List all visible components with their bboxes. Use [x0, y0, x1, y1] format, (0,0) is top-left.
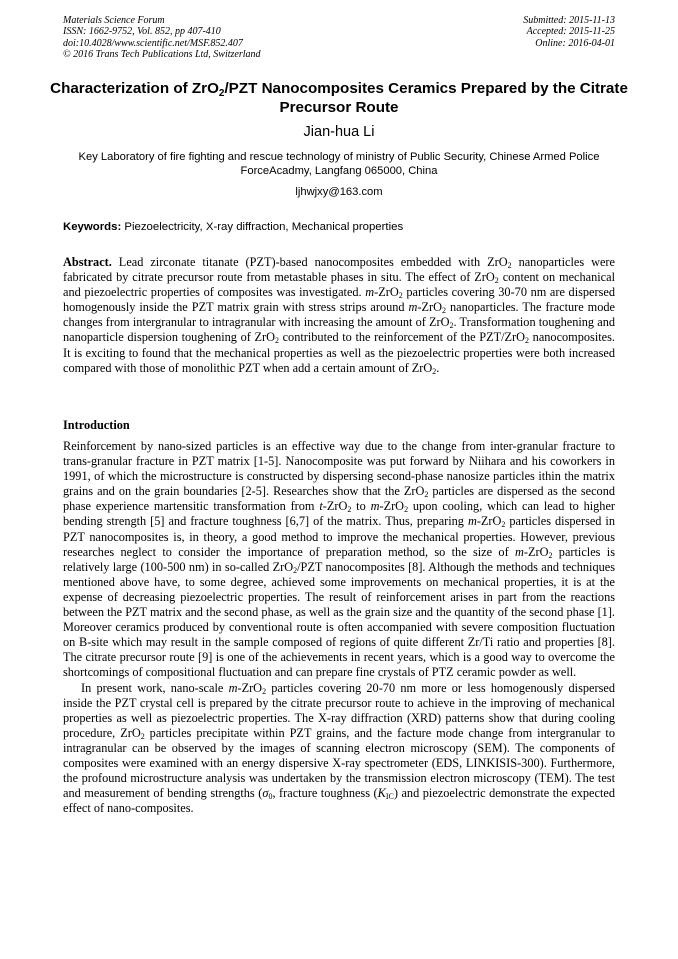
text-run: m [370, 499, 380, 514]
journal-copyright: © 2016 Trans Tech Publications Ltd, Switzerland [63, 49, 261, 61]
introduction-paragraph [63, 439, 615, 681]
text-run: 2 [140, 731, 145, 741]
abstract-paragraph [63, 255, 615, 376]
text-run: particles are dispersed as the second phase experience martensitic transformation from [63, 484, 615, 514]
text-run: particles is relatively large (100-500 nm) in so-called ZrO [63, 544, 615, 574]
text-run: 2 [442, 306, 447, 316]
journal-header-left [63, 15, 261, 61]
author-name: Jian-hua Li [303, 124, 375, 140]
text-run: nanoparticles. The fracture mode changes from intergranular to intragranular with increasing the amount of ZrO [63, 300, 615, 330]
submitted-date: Submitted: 2015-11-13 [523, 15, 615, 26]
text-run: 2 [507, 261, 512, 270]
text-run: -ZrO [417, 300, 443, 315]
text-run: nanocomposites. It is exciting to found that the mechanical properties as well as the piezoelectric properties were both increased compared with those of monolithic PZT when add a certain amount of ZrO [63, 330, 615, 375]
text-run: -ZrO [237, 680, 263, 695]
text-run: -ZrO [379, 499, 405, 514]
introduction-section [63, 439, 615, 816]
keywords-text: Piezoelectricity, X-ray diffraction, Mechanical properties [121, 221, 404, 233]
journal-issn: ISSN: 1662-9752, Vol. 852, pp 407-410 [63, 26, 221, 38]
text-run: 2 [525, 336, 530, 346]
text-run: . [436, 360, 440, 375]
title-part-1: Characterization of ZrO [50, 80, 219, 97]
text-run: 2 [501, 520, 506, 530]
text-run: 2 [449, 321, 454, 331]
author-affiliation: Key Laboratory of fire fighting and rescue technology of ministry of Public Security, Chinese Armed Police ForceAcadmy, Langfang 065000, China [78, 151, 600, 177]
title-part-2: /PZT Nanocomposites Ceramics Prepared by the Citrate Precursor Route [224, 80, 628, 116]
paper-title [40, 79, 638, 117]
keywords-label: Keywords: [63, 221, 122, 233]
text-run: m [467, 514, 477, 529]
text-run: -ZrO [476, 514, 502, 529]
text-run: Reinforcement by nano-sized particles is an effective way due to the change from inter-granular fracture to trans-granular fracture in PZT matrix [1-5]. Nanocomposite was put forward by Niihara and his coworkers in 1991, of which the microstructure is constructed by dispersing second-phase nanosize particles ithin the matrix grains and on the grain boundaries [2-5]. Researches show that the ZrO [63, 439, 615, 499]
text-run: 0 [268, 792, 273, 802]
text-run: 2 [398, 291, 403, 301]
text-run: Lead zirconate titanate (PZT)-based nanocomposites embedded with ZrO [111, 255, 508, 269]
text-run: m [515, 544, 524, 559]
text-run: t [319, 499, 323, 514]
text-run: In present work, nano-scale [81, 680, 229, 695]
text-run: m [365, 285, 375, 300]
text-run: m [408, 300, 418, 315]
text-run: particles covering 20-70 nm more or less homogenously dispersed inside the PZT crystal cell is prepared by the citrate precursor route to achieve in the improving of mechanical properties as well as piezoelectric properties. The X-ray diffraction (XRD) patterns show that during cooling procedure, ZrO [63, 680, 615, 740]
text-run: -ZrO [523, 544, 549, 559]
text-run: 2 [404, 505, 409, 515]
text-run: particles dispersed in PZT nanocomposites is, in theory, a good method to improve the mechanical properties. However, previous researches neglect to consider the importance of preparation method, so the size of [63, 514, 615, 559]
text-run: 2 [494, 276, 499, 286]
accepted-date: Accepted: 2015-11-25 [526, 26, 615, 38]
title-subscript: 2 [218, 88, 225, 99]
text-run: contributed to the reinforcement of the PZT/ZrO [278, 330, 526, 345]
text-run: particles covering 30-70 nm are dispersed homogenously inside the PZT matrix grain with stress strips around [63, 285, 615, 315]
text-run: IC [385, 792, 394, 802]
text-run: σ [262, 786, 269, 801]
text-run: ) and piezoelectric demonstrate the expected effect of nano-composites. [63, 786, 615, 816]
online-date: Online: 2016-04-01 [535, 37, 615, 49]
text-run: -ZrO [374, 285, 399, 300]
text-run: . Transformation toughening and nanoparticle dispersion toughening of ZrO [63, 315, 615, 345]
author-email: ljhwjxy@163.com [295, 186, 383, 198]
text-run: content on mechanical and piezoelectric properties of composites was investigated. [63, 270, 615, 300]
journal-doi: doi:10.4028/www.scientific.net/MSF.852.407 [63, 37, 243, 49]
text-run: to [351, 499, 371, 514]
text-run: K [377, 786, 386, 801]
text-run: 2 [432, 366, 437, 376]
text-run: m [228, 680, 238, 695]
journal-name: Materials Science Forum [63, 15, 165, 26]
text-run: , fracture toughness ( [272, 786, 378, 801]
text-run: 2 [347, 505, 352, 515]
text-run: 2 [424, 490, 429, 500]
text-run: particles precipitate within PZT grains, and the facture mode change from intergranular to intragranular can be observed by the images of scanning electron microscopy (SEM). The components of composites were examined with an energy dispersive X-ray spectrometer (EDS, LINKISIS-300). Furthermore, the profound microstructure analysis was undertaken by the transmission electron microscopy (TEM). The test and measurement of bending strengths ( [63, 725, 615, 801]
keywords [63, 220, 615, 234]
text-run: upon cooling, which can lead to higher bending strength [5] and fracture toughness [6,7] of the matrix. Thus, preparing [63, 499, 616, 529]
introduction-paragraph [63, 681, 615, 817]
introduction-heading: Introduction [63, 418, 130, 432]
text-run: 2 [548, 550, 553, 560]
text-run: 2 [262, 686, 267, 696]
text-run: 2 [274, 336, 279, 346]
text-run: -ZrO [322, 499, 348, 514]
journal-header-right [523, 15, 615, 49]
text-run: nanoparticles were fabricated by citrate precursor route from metastable phases in situ. The effect of ZrO [63, 255, 615, 285]
text-run: Abstract. [63, 255, 112, 269]
text-run: /PZT nanocomposites [8]. Although the methods and techniques mentioned above have, to some degree, achieved some improvements on mechanical properties, it is at the expense of decreasing piezoelectric properties. The result of reinforcement arises in part from the reactions between the PZT matrix and the second phase, as well as the grain size and the quantity of the second phase [1]. Moreover ceramics produced by conventional route is often accompanied with severe composition fluctuation on B-site which may result in the sample composed of regions of quite different Zr/Ti ratio and properties [8]. The citrate precursor route [9] is one of the achievements in recent years, which is a good way to overcome the shortcomings of compositional fluctuation and can prepare fine crystals of PTZ ceramic powder as well. [63, 559, 615, 680]
text-run: 2 [293, 565, 298, 575]
